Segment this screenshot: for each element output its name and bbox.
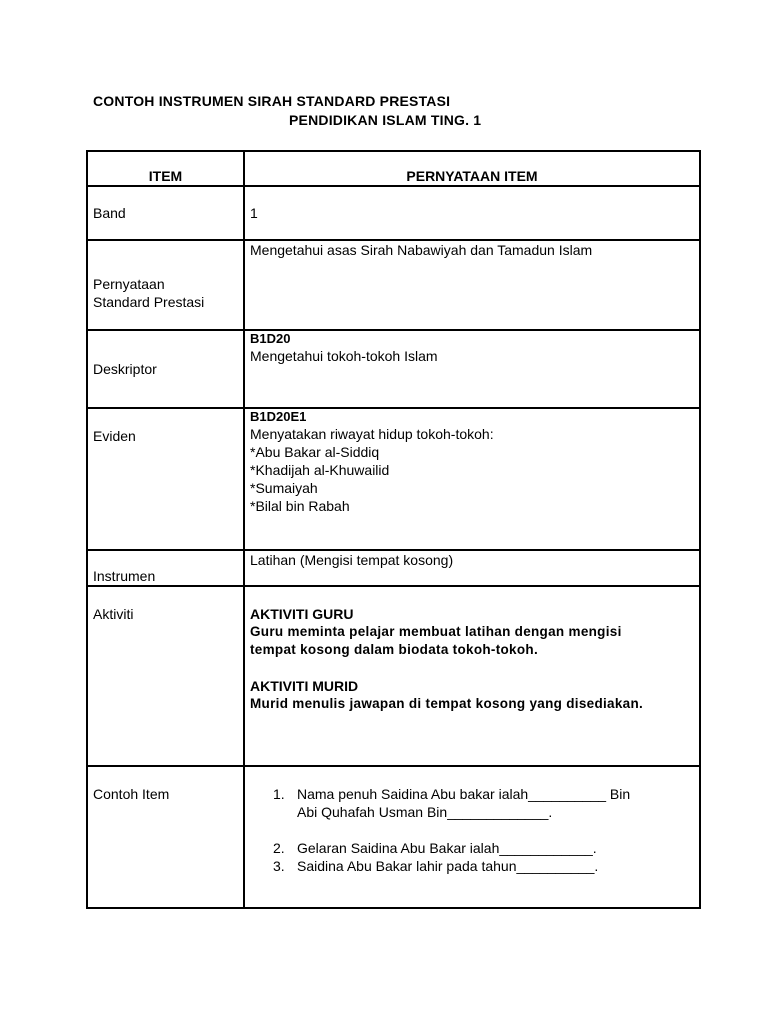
deskriptor-text: Mengetahui tokoh-tokoh Islam <box>250 348 438 364</box>
row-label-eviden: Eviden <box>87 408 244 550</box>
deskriptor-code: B1D20 <box>250 331 291 346</box>
list-item: 1. Nama penuh Saidina Abu bakar ialah__________ Bin Abi Quhafah Usman Bin_____________. <box>273 786 631 820</box>
table-row-deskriptor <box>87 330 700 408</box>
row-label-instrumen: Instrumen <box>87 550 244 586</box>
row-value-deskriptor <box>244 330 700 408</box>
table-row-pernyataan-sp <box>87 240 700 330</box>
row-value-eviden <box>244 408 700 550</box>
aktiviti-murid-line1: Murid menulis jawapan di tempat kosong yang disediakan. <box>250 696 644 711</box>
standard-prestasi-table <box>86 150 701 909</box>
contoh-item-list <box>250 785 694 875</box>
row-label-band: Band <box>87 186 244 240</box>
column-header-pernyataan: PERNYATAAN ITEM <box>244 151 700 186</box>
row-value-instrumen: Latihan (Mengisi tempat kosong) <box>244 550 700 586</box>
row-label-pernyataan-sp: Pernyataan Standard Prestasi <box>87 240 244 330</box>
document-title-line2: PENDIDIKAN ISLAM TING. 1 <box>289 112 482 128</box>
aktiviti-murid-heading: AKTIVITI MURID <box>250 678 359 694</box>
row-value-band: 1 <box>244 186 700 240</box>
list-item: 3. Saidina Abu Bakar lahir pada tahun__________. <box>273 858 599 874</box>
table-row-instrumen <box>87 550 700 586</box>
list-item: *Abu Bakar al-Siddiq <box>250 444 380 460</box>
eviden-intro: Menyatakan riwayat hidup tokoh-tokoh: <box>250 426 494 442</box>
list-item: *Bilal bin Rabah <box>250 498 350 514</box>
list-item: 2. Gelaran Saidina Abu Bakar ialah____________. <box>273 840 597 856</box>
aktiviti-guru-line2: tempat kosong dalam biodata tokoh-tokoh. <box>250 642 539 657</box>
column-header-item: ITEM <box>87 151 244 186</box>
table-row-contoh-item <box>87 766 700 908</box>
row-label-deskriptor: Deskriptor <box>87 330 244 408</box>
list-item: *Khadijah al-Khuwailid <box>250 462 390 478</box>
row-label-contoh-item: Contoh Item <box>87 766 244 908</box>
row-value-pernyataan-sp: Mengetahui asas Sirah Nabawiyah dan Tamadun Islam <box>244 240 700 330</box>
table-header-row <box>87 151 700 186</box>
eviden-code: B1D20E1 <box>250 409 307 424</box>
list-item: *Sumaiyah <box>250 480 318 496</box>
table-row-aktiviti <box>87 586 700 766</box>
row-value-aktiviti <box>244 586 700 766</box>
table-row-eviden <box>87 408 700 550</box>
row-value-contoh-item <box>244 766 700 908</box>
document-title-line1: CONTOH INSTRUMEN SIRAH STANDARD PRESTASI <box>93 93 451 109</box>
aktiviti-guru-heading: AKTIVITI GURU <box>250 606 354 622</box>
table-row-band <box>87 186 700 240</box>
aktiviti-guru-line1: Guru meminta pelajar membuat latihan dengan mengisi <box>250 624 622 639</box>
row-label-aktiviti: Aktiviti <box>87 586 244 766</box>
